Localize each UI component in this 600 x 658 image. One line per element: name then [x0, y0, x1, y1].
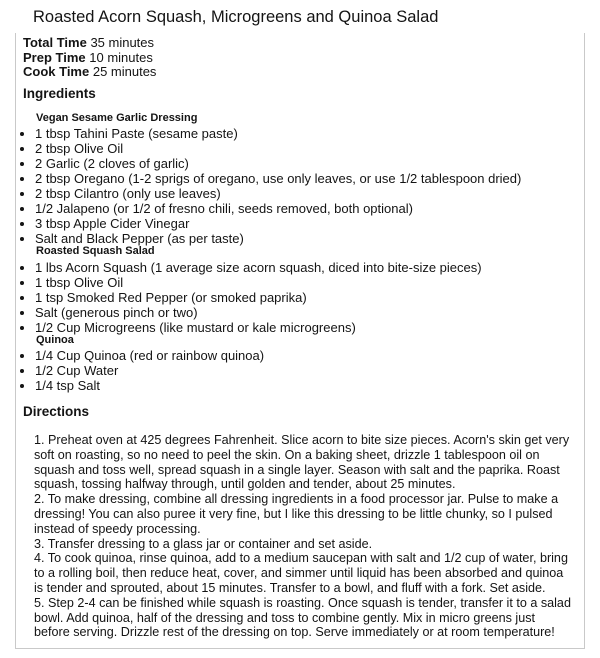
ingredient-item: • Salt and Black Pepper (as per taste) [35, 231, 521, 246]
directions-text [34, 433, 574, 640]
ingredient-item: • 1/4 Cup Quinoa (red or rainbow quinoa) [35, 348, 264, 363]
direction-step: 5. Step 2-4 can be finished while squash is roasting. Once squash is tender, transfer it to a salad bowl. Add quinoa, half of the dressing and toss to combine gently. Mix in micro greens just before serving. Drizzle rest of the dressing on top. Serve immediately or at room temperature! [34, 595, 571, 640]
ingredient-item: • 1/2 Jalapeno (or 1/2 of fresno chili, seeds removed, both optional) [35, 201, 521, 216]
group-title-squash: Roasted Squash Salad [36, 245, 155, 257]
total-time-value: 35 minutes [90, 35, 155, 50]
total-time-row [23, 36, 156, 51]
ingredient-item: • 2 tbsp Oregano (1-2 sprigs of oregano, use only leaves, or use 1/2 tablespoon dried) [35, 171, 521, 186]
direction-step: 3. Transfer dressing to a glass jar or container and set aside. [34, 536, 373, 551]
group-title-quinoa: Quinoa [36, 334, 74, 346]
ingredient-item: • 1/4 tsp Salt [35, 378, 264, 393]
ingredient-item: • Salt (generous pinch or two) [35, 305, 482, 320]
ingredients-heading: Ingredients [23, 86, 96, 101]
ingredient-item: • 3 tbsp Apple Cider Vinegar [35, 216, 521, 231]
directions-heading: Directions [23, 404, 90, 419]
ingredient-item: • 2 Garlic (2 cloves of garlic) [35, 156, 521, 171]
dressing-ingredient-list [20, 126, 521, 246]
quinoa-ingredient-list [20, 348, 264, 393]
cook-time-row [23, 65, 156, 80]
prep-time-row [23, 51, 156, 66]
group-title-dressing: Vegan Sesame Garlic Dressing [36, 112, 198, 124]
prep-time-value: 10 minutes [89, 49, 153, 65]
ingredient-item: • 2 tbsp Cilantro (only use leaves) [35, 186, 521, 201]
ingredient-item: • 1 tsp Smoked Red Pepper (or smoked paprika) [35, 290, 482, 305]
ingredient-item: • 1 lbs Acorn Squash (1 average size acorn squash, diced into bite-size pieces) [35, 260, 482, 275]
ingredient-item: • 1 tbsp Tahini Paste (sesame paste) [35, 126, 521, 141]
ingredient-item: • 1 tbsp Olive Oil [35, 275, 482, 290]
total-time-label: Total Time [23, 35, 87, 50]
direction-step: 2. To make dressing, combine all dressing ingredients in a food processor jar. Pulse to make a dressing! You can also puree it very fine, but I like this dressing to be little chunky, so I pulsed instead of speedy processing. [34, 492, 559, 536]
squash-ingredient-list [20, 260, 482, 335]
direction-step: 1. Preheat oven at 425 degrees Fahrenheit. Slice acorn to bite size pieces. Acorn's skin get very soft on roasting, so no need to peel the skin. On a baking sheet, drizzle 1 tablespoon oil on squash and toss well, spread squash in a single layer. Season with salt and the paprika. Roast squash, tossing halfway through, until golden and tender, about 25 minutes. [34, 433, 570, 492]
cook-time-label: Cook Time [23, 64, 90, 79]
ingredient-item: • 1/2 Cup Microgreens (like mustard or kale microgreens) [35, 320, 482, 335]
recipe-times [23, 36, 156, 80]
recipe-title: Roasted Acorn Squash, Microgreens and Quinoa Salad [33, 8, 439, 26]
prep-time-label: Prep Time [23, 49, 86, 65]
ingredient-item: • 2 tbsp Olive Oil [35, 141, 521, 156]
ingredient-item: • 1/2 Cup Water [35, 363, 264, 378]
cook-time-value: 25 minutes [92, 64, 157, 79]
direction-step: 4. To cook quinoa, rinse quinoa, add to a medium saucepan with salt and 1/2 cup of water, bring to a rolling boil, then reduce heat, cover, and simmer until liquid has been absorbed and quinoa is tender and sprouted, about 15 minutes. Transfer to a bowl, and fluff with a fork. Set aside. [34, 551, 568, 595]
